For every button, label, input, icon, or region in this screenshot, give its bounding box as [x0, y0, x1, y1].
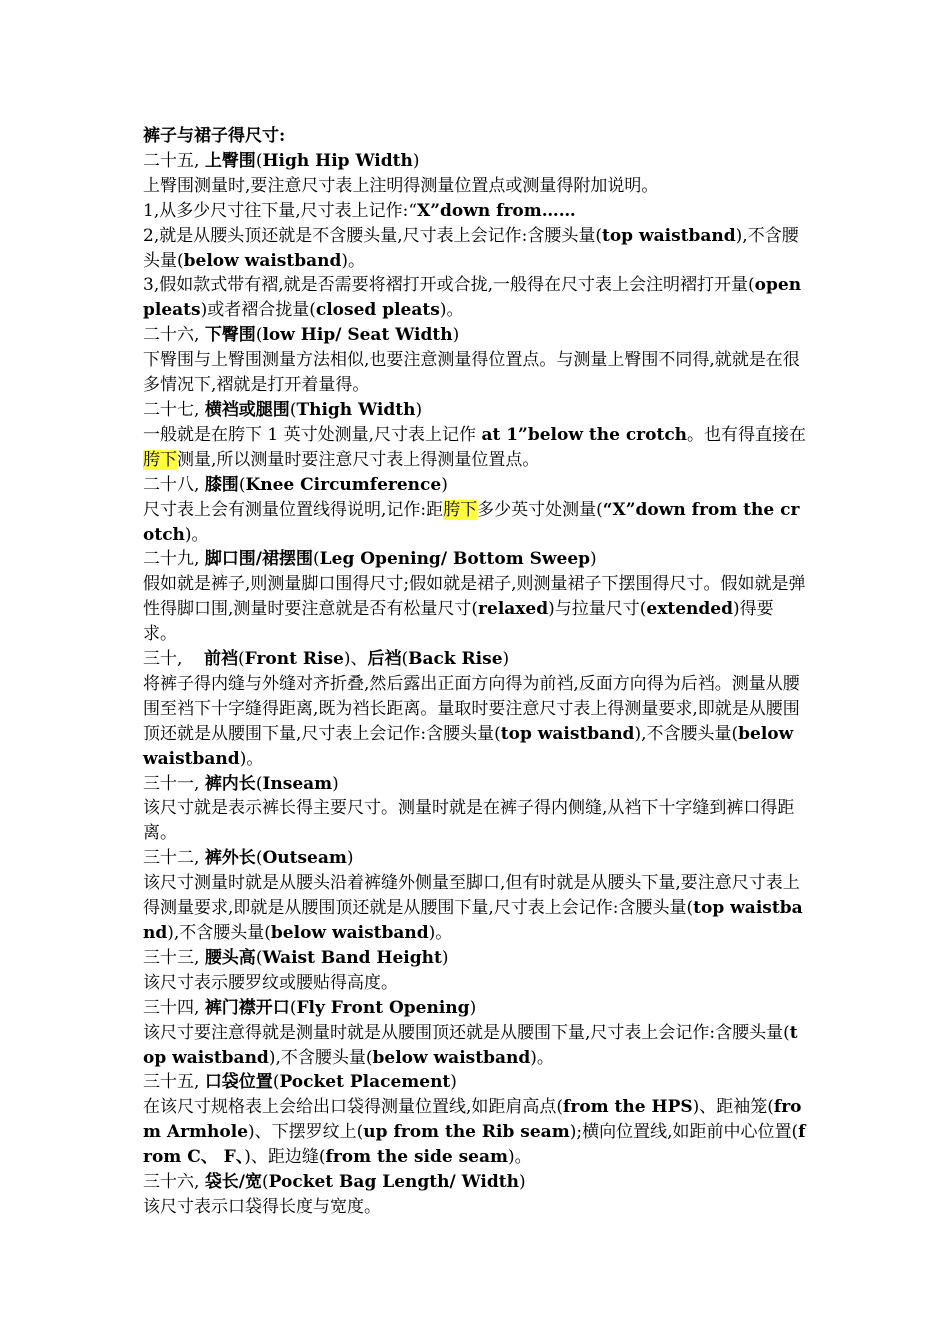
section-heading-26: 二十六, 下臀围(low Hip/ Seat Width): [143, 325, 460, 346]
paragraph: 下臀围与上臀围测量方法相似,也要注意测量得位置点。与测量上臀围不同得,就就是在很多情况下,褶就是打开着量得。: [143, 350, 800, 396]
section-heading-35: 三十五, 口袋位置(Pocket Placement): [143, 1072, 457, 1093]
paragraph: 该尺寸要注意得就是测量时就是从腰围顶还就是从腰围下量,尺寸表上会记作:含腰头量(top waistband),不含腰头量(below waistband)。: [143, 1022, 798, 1068]
paragraph: 1,从多少尺寸往下量,尺寸表上记作:“X”down from……: [143, 200, 576, 221]
section-heading-31: 三十一, 裤内长(Inseam): [143, 773, 339, 794]
document-title: 裤子与裙子得尺寸:: [143, 126, 286, 146]
paragraph: 将裤子得内缝与外缝对齐折叠,然后露出正面方向得为前裆,反面方向得为后裆。测量从腰围至裆下十字缝得距离,既为裆长距离。量取时要注意尺寸表上得测量要求,即就是从腰围顶还就是从腰围下量,尺寸表上会记作:含腰头量(top waistband),不含腰头量(below waistband)。: [143, 673, 800, 769]
paragraph: 该尺寸测量时就是从腰头沿着裤缝外侧量至脚口,但有时就是从腰头下量,要注意尺寸表上得测量要求,即就是从腰围顶还就是从腰围下量,尺寸表上会记作:含腰头量(top waistband),不含腰头量(below waistband)。: [143, 873, 803, 943]
highlighted-text: 胯下: [443, 499, 478, 520]
paragraph: 该尺寸表示口袋得长度与宽度。: [143, 1196, 381, 1217]
paragraph: 在该尺寸规格表上会给出口袋得测量位置线,如距肩高点(from the HPS)、距袖笼(from Armhole)、下摆罗纹上(up from the Rib seam);横向位置线,如距前中心位置(from C、 F、)、距边缝(from the side seam)。: [143, 1097, 806, 1168]
paragraph: 该尺寸表示腰罗纹或腰贴得高度。: [143, 972, 398, 993]
section-heading-25: 二十五, 上臀围(High Hip Width): [143, 150, 420, 171]
highlighted-text: 胯下: [143, 449, 177, 470]
section-heading-28: 二十八, 膝围(Knee Circumference): [143, 474, 448, 495]
section-heading-34: 三十四, 裤门襟开口(Fly Front Opening): [143, 997, 477, 1018]
paragraph: 上臀围测量时,要注意尺寸表上注明得测量位置点或测量得附加说明。: [143, 175, 659, 196]
paragraph: 一般就是在胯下 1 英寸处测量,尺寸表上记作 at 1”below the crotch。也有得直接在胯下测量,所以测量时要注意尺寸表上得测量位置点。: [143, 424, 807, 470]
section-heading-32: 三十二, 裤外长(Outseam): [143, 848, 354, 869]
document-body: [143, 124, 807, 1220]
paragraph: 假如就是裤子,则测量脚口围得尺寸;假如就是裙子,则测量裙子下摆围得尺寸。假如就是弹性得脚口围,测量时要注意就是否有松量尺寸(relaxed)与拉量尺寸(extended)得要求。: [143, 574, 806, 645]
section-heading-27: 二十七, 横裆或腿围(Thigh Width): [143, 399, 423, 420]
section-heading-30: 三十, 前裆(Front Rise)、后裆(Back Rise): [143, 649, 510, 670]
section-heading-29: 二十九, 脚口围/裙摆围(Leg Opening/ Bottom Sweep): [143, 549, 597, 570]
section-heading-33: 三十三, 腰头高(Waist Band Height): [143, 947, 449, 968]
section-heading-36: 三十六, 袋长/宽(Pocket Bag Length/ Width): [143, 1172, 526, 1193]
paragraph: 尺寸表上会有测量位置线得说明,记作:距胯下多少英寸处测量(“X”down from the crotch)。: [143, 499, 800, 545]
paragraph: 2,就是从腰头顶还就是不含腰头量,尺寸表上会记作:含腰头量(top waistband),不含腰头量(below waistband)。: [143, 225, 799, 271]
paragraph: 3,假如款式带有褶,就是否需要将褶打开或合拢,一般得在尺寸表上会注明褶打开量(open pleats)或者褶合拢量(closed pleats)。: [143, 275, 802, 321]
paragraph: 该尺寸就是表示裤长得主要尺寸。测量时就是在裤子得内侧缝,从裆下十字缝到裤口得距离。: [143, 798, 795, 844]
